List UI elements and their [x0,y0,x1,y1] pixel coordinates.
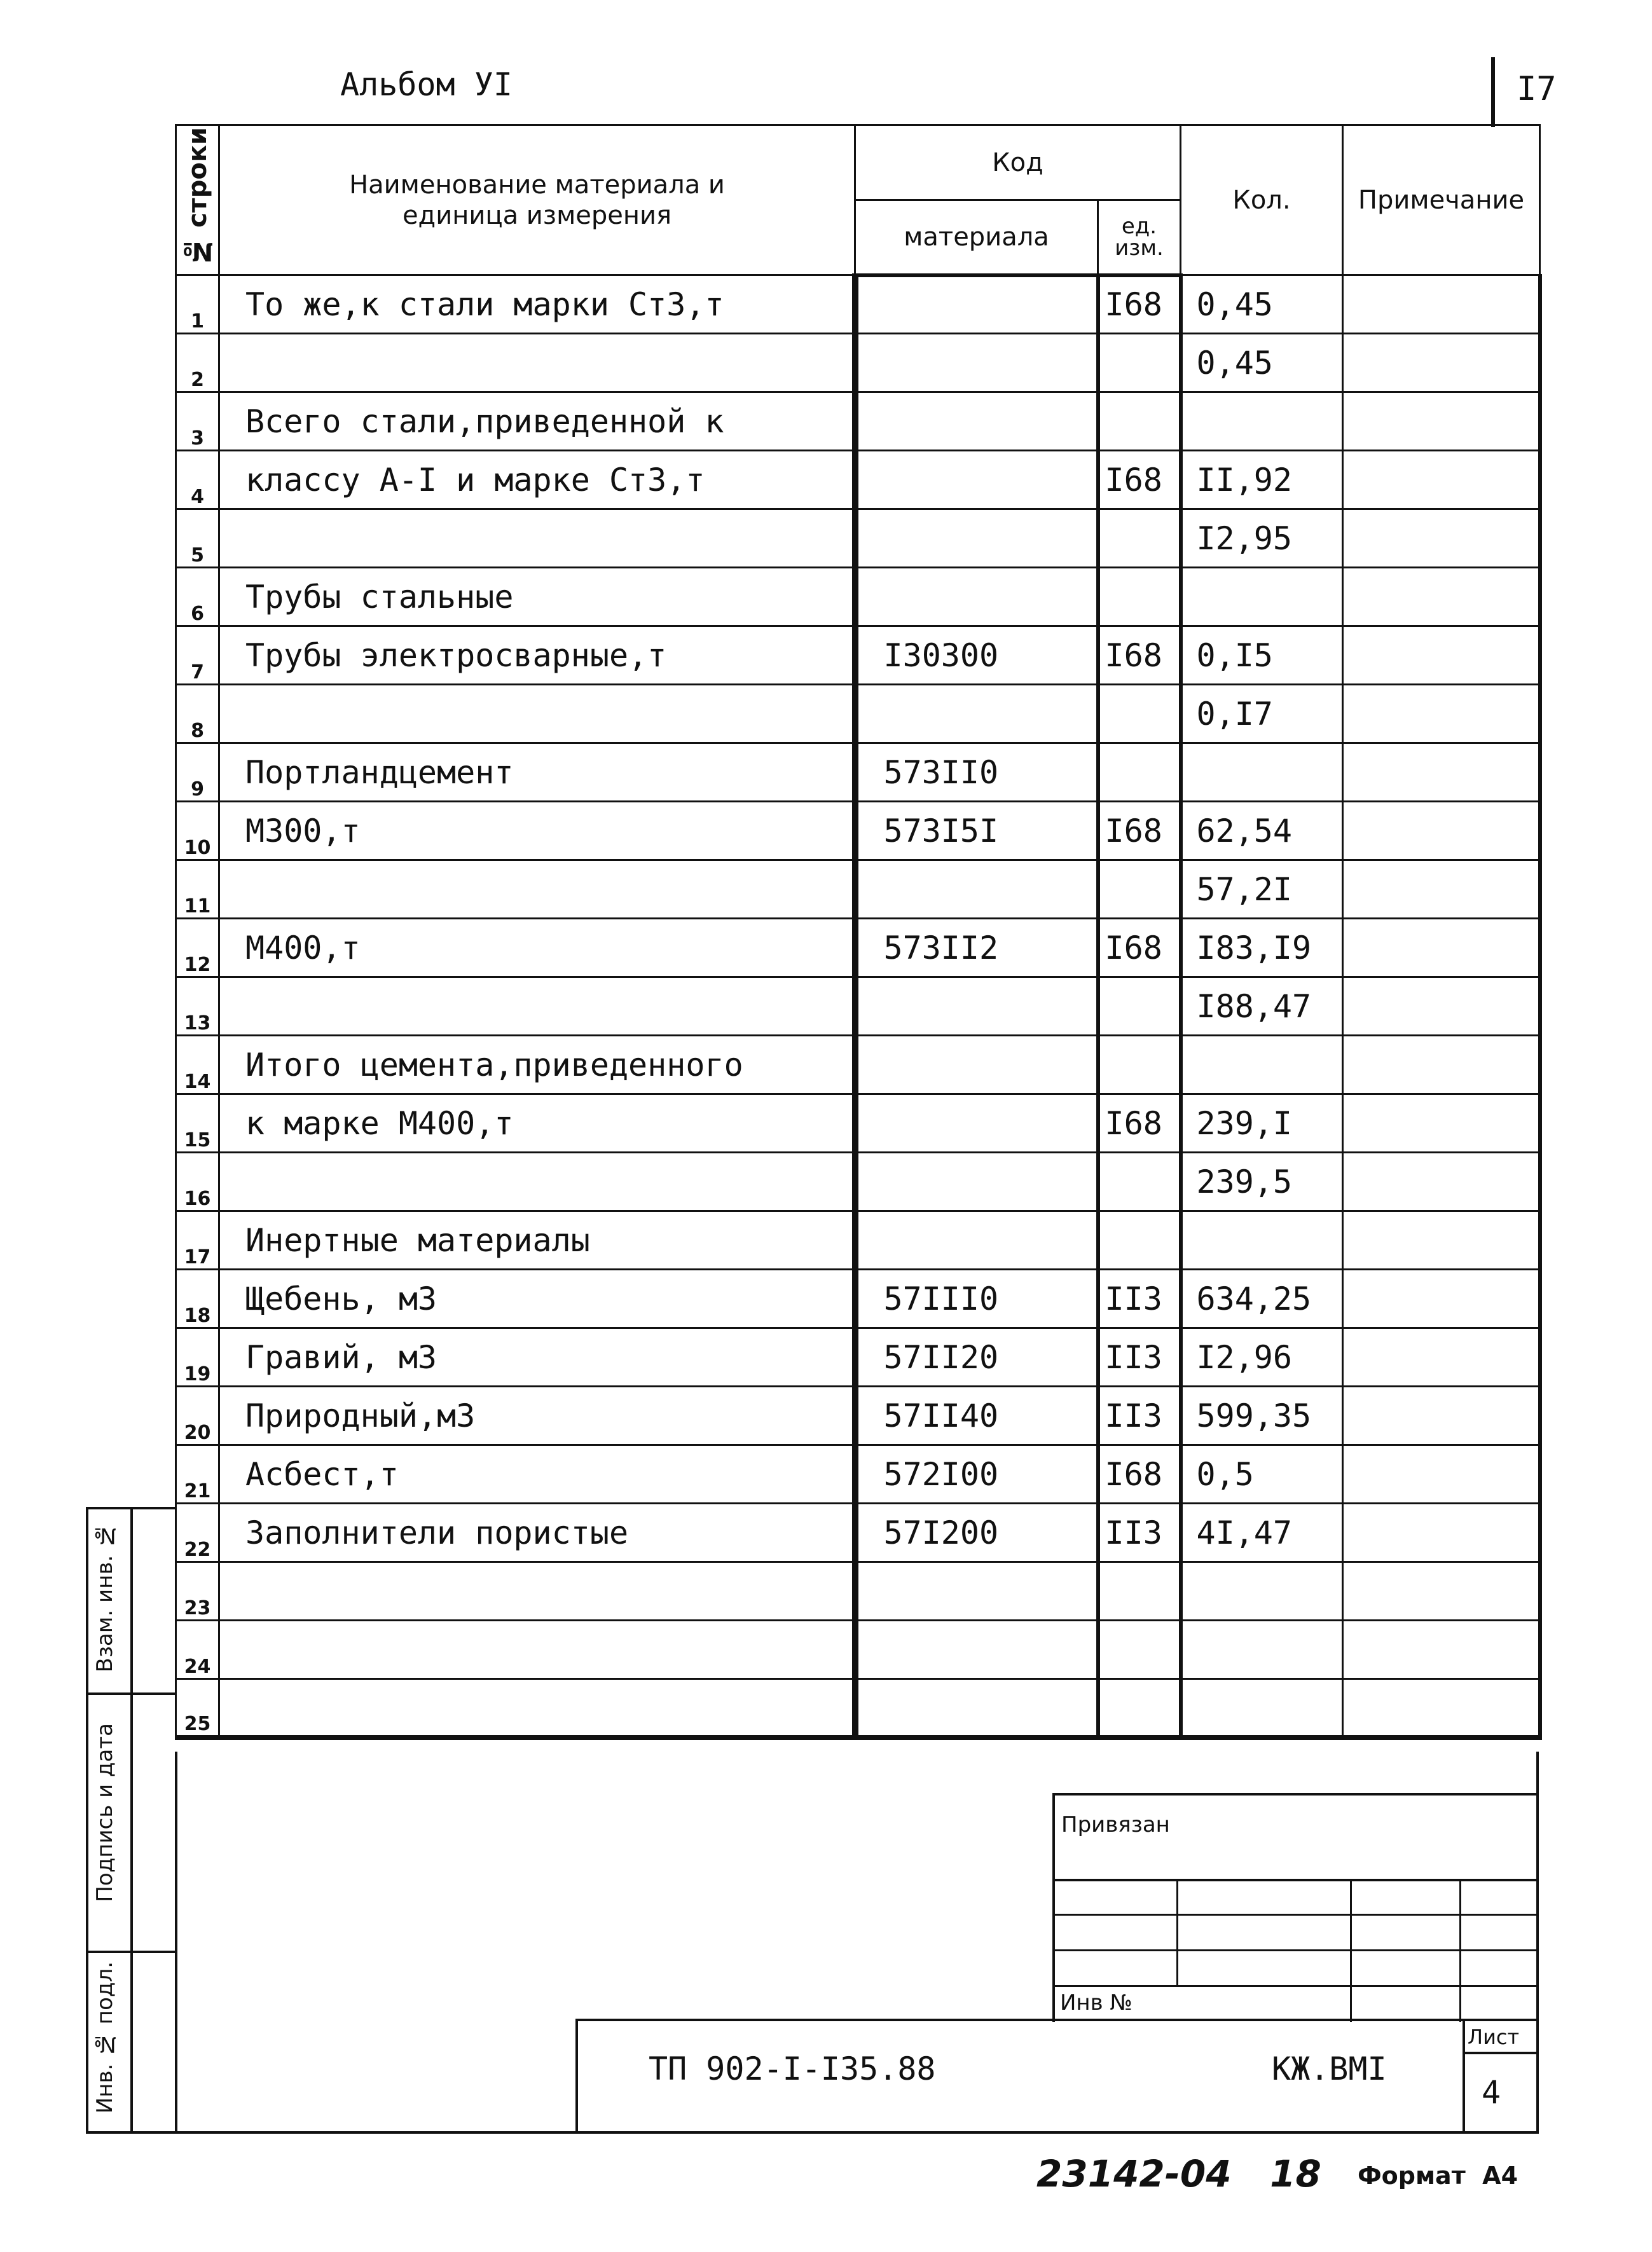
quantity-cell [1181,392,1343,451]
sheet-label: Лист [1468,2025,1520,2049]
table-row [176,392,1540,451]
podpis-data-label: Подпись и дата [92,1723,118,1902]
handwritten-number: 23142-04 18 [1036,2152,1321,2195]
table-row [176,1621,1540,1679]
quantity-cell: 239,5 [1181,1153,1343,1211]
table-row [176,743,1540,802]
material-code-cell [855,977,1098,1036]
row-number-cell: 14 [176,1036,219,1094]
material-code-cell: 57II40 [855,1387,1098,1445]
material-code-cell [855,860,1098,919]
quantity-cell [1181,1036,1343,1094]
note-cell [1343,568,1540,626]
material-name-cell: Инертные материалы [219,1211,855,1270]
quantity-cell: 57,2I [1181,860,1343,919]
material-code-cell [855,509,1098,568]
unit-code-cell [1098,860,1181,919]
header-row-number [176,125,219,275]
unit-code-cell [1098,568,1181,626]
table-row [176,919,1540,977]
binding-stamp [1052,1793,1539,2022]
quantity-cell [1181,1621,1343,1679]
table-body [176,275,1540,1738]
quantity-cell: I88,47 [1181,977,1343,1036]
table-row [176,1504,1540,1562]
material-name-cell [219,1621,855,1679]
note-cell [1343,1211,1540,1270]
table-row [176,685,1540,743]
quantity-cell: 0,I7 [1181,685,1343,743]
unit-code-cell [1098,509,1181,568]
material-name-cell: Асбест,т [219,1445,855,1504]
unit-code-cell: I68 [1098,919,1181,977]
unit-code-cell [1098,1036,1181,1094]
row-number-cell: 11 [176,860,219,919]
material-name-cell [219,685,855,743]
material-code-cell [855,392,1098,451]
material-code-cell: 573II0 [855,743,1098,802]
material-name-cell: Щебень, м3 [219,1270,855,1328]
table-row [176,275,1540,334]
unit-code-cell [1098,392,1181,451]
material-name-cell: Всего стали,приведенной к [219,392,855,451]
table-row [176,626,1540,685]
quantity-cell: 599,35 [1181,1387,1343,1445]
unit-code-cell: I68 [1098,626,1181,685]
table-row [176,1562,1540,1621]
row-number-cell: 24 [176,1621,219,1679]
unit-code-cell [1098,1153,1181,1211]
material-code-cell [855,685,1098,743]
table-row [176,509,1540,568]
note-cell [1343,626,1540,685]
material-code-cell [855,275,1098,334]
header-row-number-label: № строки [182,127,212,266]
material-code-cell: 57II20 [855,1328,1098,1387]
material-name-cell: классу А-I и марке Ст3,т [219,451,855,509]
unit-code-cell [1098,334,1181,392]
page-number: I7 [1517,70,1557,108]
material-name-cell: Итого цемента,приведенного [219,1036,855,1094]
material-name-cell [219,1562,855,1621]
quantity-cell [1181,568,1343,626]
header-code-group: Код [855,125,1181,200]
note-cell [1343,1621,1540,1679]
material-code-cell: I30300 [855,626,1098,685]
row-number-cell: 4 [176,451,219,509]
note-cell [1343,1387,1540,1445]
unit-code-cell: I68 [1098,802,1181,860]
material-name-cell [219,977,855,1036]
unit-code-cell [1098,1679,1181,1738]
side-strip-left-line [86,1507,88,2133]
material-name-cell: Трубы электросварные,т [219,626,855,685]
unit-code-cell [1098,685,1181,743]
material-code-cell [855,1621,1098,1679]
table-row [176,1211,1540,1270]
unit-code-cell [1098,743,1181,802]
unit-code-cell: I68 [1098,275,1181,334]
unit-code-cell [1098,1562,1181,1621]
note-cell [1343,1679,1540,1738]
material-name-cell: То же,к стали марки Ст3,т [219,275,855,334]
material-name-cell: Портландцемент [219,743,855,802]
table-row [176,568,1540,626]
quantity-cell: 0,45 [1181,334,1343,392]
material-code-cell: 573I5I [855,802,1098,860]
row-number-cell: 15 [176,1094,219,1153]
row-number-cell: 9 [176,743,219,802]
quantity-cell [1181,743,1343,802]
header-code-unit [1098,200,1181,275]
sheet-number: 4 [1482,2074,1501,2111]
row-number-cell: 10 [176,802,219,860]
row-number-cell: 13 [176,977,219,1036]
quantity-cell: 634,25 [1181,1270,1343,1328]
material-code-cell: 572I00 [855,1445,1098,1504]
unit-code-cell: I68 [1098,1445,1181,1504]
material-name-cell: М300,т [219,802,855,860]
quantity-cell: I2,96 [1181,1328,1343,1387]
quantity-cell: 0,5 [1181,1445,1343,1504]
unit-code-cell: II3 [1098,1328,1181,1387]
material-code-cell [855,1211,1098,1270]
header-code-unit-label: ед. изм. [1115,213,1164,261]
unit-code-cell: II3 [1098,1270,1181,1328]
unit-code-cell: I68 [1098,1094,1181,1153]
material-code-cell: 573II2 [855,919,1098,977]
row-number-cell: 16 [176,1153,219,1211]
note-cell [1343,1036,1540,1094]
header-name-label: Наименование материала и единица измерения [349,170,725,230]
privyazan-label: Привязан [1061,1812,1170,1837]
material-name-cell: Гравий, м3 [219,1328,855,1387]
row-number-cell: 8 [176,685,219,743]
material-name-cell: Трубы стальные [219,568,855,626]
quantity-cell: II,92 [1181,451,1343,509]
note-cell [1343,392,1540,451]
quantity-cell [1181,1679,1343,1738]
inv-no-label: Инв № [1060,1990,1132,2015]
album-label: Альбом УI [340,66,513,103]
row-number-cell: 6 [176,568,219,626]
table-row [176,1328,1540,1387]
row-number-cell: 17 [176,1211,219,1270]
table-row [176,1679,1540,1738]
header-name [219,125,855,275]
note-cell [1343,509,1540,568]
vzam-inv-label: Взам. инв. № [92,1523,118,1673]
quantity-cell: I2,95 [1181,509,1343,568]
row-number-cell: 22 [176,1504,219,1562]
row-number-cell: 5 [176,509,219,568]
row-number-cell: 21 [176,1445,219,1504]
note-cell [1343,275,1540,334]
material-name-cell [219,1679,855,1738]
quantity-cell [1181,1211,1343,1270]
row-number-cell: 18 [176,1270,219,1328]
note-cell [1343,1153,1540,1211]
note-cell [1343,1094,1540,1153]
quantity-cell: 62,54 [1181,802,1343,860]
page-number-divider [1491,57,1495,127]
material-code-cell [855,1679,1098,1738]
material-name-cell: М400,т [219,919,855,977]
material-code-cell: 57I200 [855,1504,1098,1562]
table-row [176,1153,1540,1211]
row-number-cell: 23 [176,1562,219,1621]
material-name-cell: Природный,м3 [219,1387,855,1445]
material-name-cell [219,860,855,919]
unit-code-cell: II3 [1098,1504,1181,1562]
unit-code-cell [1098,1621,1181,1679]
material-name-cell [219,1153,855,1211]
inv-podl-label: Инв. № подл. [92,1961,118,2114]
material-code-cell [855,1562,1098,1621]
table-row [176,451,1540,509]
note-cell [1343,451,1540,509]
material-code-cell [855,568,1098,626]
header-note: Примечание [1343,125,1540,275]
quantity-cell: I83,I9 [1181,919,1343,977]
note-cell [1343,1270,1540,1328]
quantity-cell: 0,45 [1181,275,1343,334]
note-cell [1343,802,1540,860]
note-cell [1343,1445,1540,1504]
row-number-cell: 20 [176,1387,219,1445]
document-mark: КЖ.ВМI [1272,2050,1387,2087]
table-row [176,977,1540,1036]
table-row [176,334,1540,392]
material-code-cell: 57III0 [855,1270,1098,1328]
side-strip-middle-line [130,1507,133,2133]
note-cell [1343,919,1540,977]
table-row [176,1094,1540,1153]
table-row [176,802,1540,860]
frame-left-line [175,1752,177,2133]
unit-code-cell: I68 [1098,451,1181,509]
note-cell [1343,977,1540,1036]
row-number-cell: 12 [176,919,219,977]
quantity-cell: 4I,47 [1181,1504,1343,1562]
note-cell [1343,860,1540,919]
unit-code-cell: II3 [1098,1387,1181,1445]
material-name-cell: к марке М400,т [219,1094,855,1153]
material-code-cell [855,334,1098,392]
unit-code-cell [1098,977,1181,1036]
table-row [176,1270,1540,1328]
note-cell [1343,1328,1540,1387]
material-name-cell [219,509,855,568]
format-label: Формат А4 [1358,2162,1518,2190]
row-number-cell: 25 [176,1679,219,1738]
material-code-cell [855,1153,1098,1211]
row-number-cell: 19 [176,1328,219,1387]
row-number-cell: 3 [176,392,219,451]
table-row [176,1445,1540,1504]
row-number-cell: 2 [176,334,219,392]
note-cell [1343,1504,1540,1562]
note-cell [1343,685,1540,743]
material-name-cell [219,334,855,392]
document-code: ТП 902-I-I35.88 [649,2050,936,2087]
table-row [176,1387,1540,1445]
material-code-cell [855,451,1098,509]
material-code-cell [855,1094,1098,1153]
material-code-cell [855,1036,1098,1094]
table-row [176,1036,1540,1094]
unit-code-cell [1098,1211,1181,1270]
row-number-cell: 7 [176,626,219,685]
note-cell [1343,1562,1540,1621]
note-cell [1343,743,1540,802]
materials-table [175,124,1539,1752]
header-quantity: Кол. [1181,125,1343,275]
header-code-material: материала [855,200,1098,275]
quantity-cell: 239,I [1181,1094,1343,1153]
quantity-cell: 0,I5 [1181,626,1343,685]
material-name-cell: Заполнители пористые [219,1504,855,1562]
table-row [176,860,1540,919]
quantity-cell [1181,1562,1343,1621]
row-number-cell: 1 [176,275,219,334]
note-cell [1343,334,1540,392]
